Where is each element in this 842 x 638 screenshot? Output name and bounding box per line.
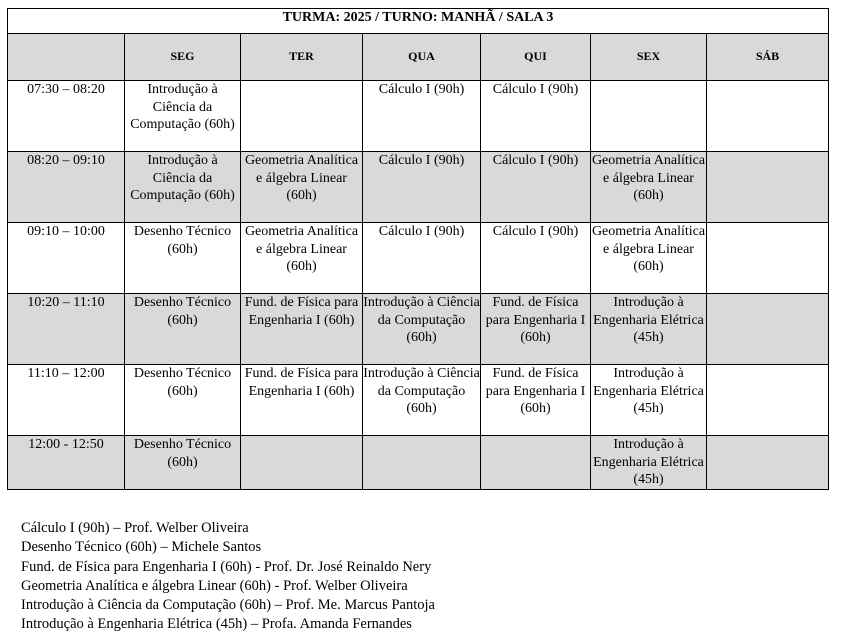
legend-item: Geometria Analítica e álgebra Linear (60h) - Prof. Welber Oliveira xyxy=(21,577,408,594)
legend-item: Fund. de Física para Engenharia I (60h) - Prof. Dr. José Reinaldo Nery xyxy=(21,558,432,575)
class-cell: Desenho Técnico (60h) xyxy=(125,223,241,294)
class-cell: Desenho Técnico (60h) xyxy=(125,365,241,436)
class-cell: Introdução à Engenharia Elétrica (45h) xyxy=(591,436,707,490)
class-cell: Cálculo I (90h) xyxy=(363,223,481,294)
legend-item: Introdução à Ciência da Computação (60h) – Prof. Me. Marcus Pantoja xyxy=(21,597,435,614)
time-slot: 11:10 – 12:00 xyxy=(8,365,125,436)
schedule-row xyxy=(8,294,829,365)
class-cell xyxy=(591,81,707,152)
class-cell: Fund. de Física para Engenharia I (60h) xyxy=(481,365,591,436)
class-cell xyxy=(707,81,829,152)
class-cell: Geometria Analítica e álgebra Linear (60h) xyxy=(241,152,363,223)
course-legend xyxy=(21,519,435,635)
class-cell: Fund. de Física para Engenharia I (60h) xyxy=(241,294,363,365)
class-cell xyxy=(363,436,481,490)
class-cell: Cálculo I (90h) xyxy=(363,81,481,152)
time-slot: 12:00 - 12:50 xyxy=(8,436,125,490)
class-cell: Desenho Técnico (60h) xyxy=(125,294,241,365)
class-cell xyxy=(241,436,363,490)
class-cell: Desenho Técnico (60h) xyxy=(125,436,241,490)
legend-item: Introdução à Engenharia Elétrica (45h) – Profa. Amanda Fernandes xyxy=(21,616,412,633)
class-cell: Cálculo I (90h) xyxy=(481,152,591,223)
schedule-row xyxy=(8,81,829,152)
time-slot: 07:30 – 08:20 xyxy=(8,81,125,152)
class-cell: Cálculo I (90h) xyxy=(481,223,591,294)
class-cell: Fund. de Física para Engenharia I (60h) xyxy=(241,365,363,436)
legend-item: Desenho Técnico (60h) – Michele Santos xyxy=(21,539,262,556)
class-cell: Cálculo I (90h) xyxy=(481,81,591,152)
class-cell: Introdução à Engenharia Elétrica (45h) xyxy=(591,294,707,365)
class-cell: Introdução à Ciência da Computação (60h) xyxy=(125,152,241,223)
class-cell xyxy=(481,436,591,490)
class-cell: Introdução à Engenharia Elétrica (45h) xyxy=(591,365,707,436)
time-slot: 10:20 – 11:10 xyxy=(8,294,125,365)
schedule-title: TURMA: 2025 / TURNO: MANHÃ / SALA 3 xyxy=(8,9,829,34)
class-cell xyxy=(241,81,363,152)
day-header-qui: QUI xyxy=(481,34,591,81)
class-cell xyxy=(707,223,829,294)
class-cell: Geometria Analítica e álgebra Linear (60h) xyxy=(591,152,707,223)
class-cell: Fund. de Física para Engenharia I (60h) xyxy=(481,294,591,365)
schedule-row xyxy=(8,223,829,294)
class-cell xyxy=(707,294,829,365)
day-header-ter: TER xyxy=(241,34,363,81)
day-header-seg: SEG xyxy=(125,34,241,81)
legend-item: Cálculo I (90h) – Prof. Welber Oliveira xyxy=(21,520,249,536)
schedule-table xyxy=(7,8,829,490)
schedule-row xyxy=(8,365,829,436)
class-cell: Introdução à Ciência da Computação (60h) xyxy=(125,81,241,152)
class-cell xyxy=(707,436,829,490)
time-slot: 08:20 – 09:10 xyxy=(8,152,125,223)
class-cell: Geometria Analítica e álgebra Linear (60h) xyxy=(241,223,363,294)
day-header-sab: SÁB xyxy=(707,34,829,81)
day-header-qua: QUA xyxy=(363,34,481,81)
schedule-row xyxy=(8,152,829,223)
class-cell: Introdução à Ciência da Computação (60h) xyxy=(363,365,481,436)
class-cell: Introdução à Ciência da Computação (60h) xyxy=(363,294,481,365)
time-header-cell xyxy=(8,34,125,81)
day-header-sex: SEX xyxy=(591,34,707,81)
class-cell xyxy=(707,152,829,223)
class-cell xyxy=(707,365,829,436)
class-cell: Geometria Analítica e álgebra Linear (60h) xyxy=(591,223,707,294)
time-slot: 09:10 – 10:00 xyxy=(8,223,125,294)
class-cell: Cálculo I (90h) xyxy=(363,152,481,223)
schedule-row xyxy=(8,436,829,490)
